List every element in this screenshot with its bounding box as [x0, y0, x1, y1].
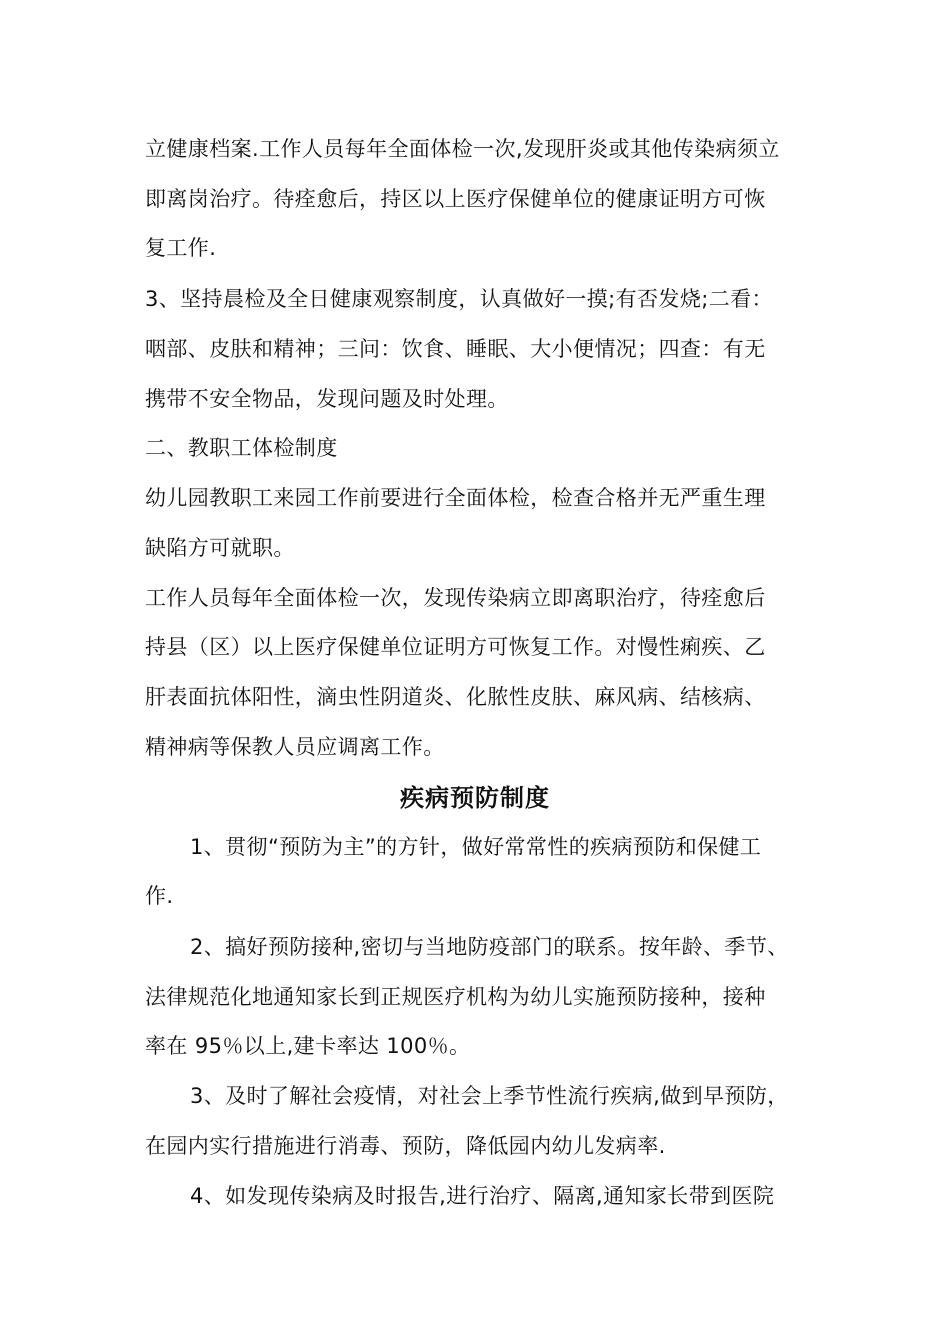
paragraph-line: 携带不安全物品，发现问题及时处理。: [145, 387, 509, 411]
paragraph-line: 持县（区）以上医疗保健单位证明方可恢复工作。对慢性痢疾、乙: [145, 635, 766, 659]
paragraph-line: 1、贯彻“预防为主”的方针，做好常常性的疾病预防和保健工: [190, 835, 762, 859]
paragraph-line: 立健康档案.工作人员每年全面体检一次,发现肝炎或其他传染病须立: [145, 137, 780, 161]
paragraph-line: 复工作.: [145, 236, 217, 260]
paragraph-line: 法律规范化地通知家长到正规医疗机构为幼儿实施预防接种，接种: [145, 985, 766, 1009]
paragraph-line: 作.: [145, 884, 174, 908]
paragraph-line: 工作人员每年全面体检一次，发现传染病立即离职治疗，待痊愈后: [145, 586, 766, 610]
section-heading: 二、教职工体检制度: [145, 436, 338, 460]
paragraph-line: 精神病等保教人员应调离工作。: [145, 735, 445, 759]
paragraph-line: 即离岗治疗。待痊愈后，持区以上医疗保健单位的健康证明方可恢: [145, 187, 766, 211]
section-title: 疾病预防制度: [400, 784, 550, 812]
paragraph-line: 率在 95％以上,建卡率达 100％。: [145, 1034, 471, 1058]
paragraph-line: 2、搞好预防接种,密切与当地防疫部门的联系。按年龄、季节、: [190, 935, 789, 959]
paragraph-line: 咽部、皮肤和精神；三问：饮食、睡眠、大小便情况；四查：有无: [145, 337, 766, 361]
paragraph-line: 4、如发现传染病及时报告,进行治疗、隔离,通知家长带到医院: [190, 1184, 775, 1208]
paragraph-line: 肝表面抗体阳性，滴虫性阴道炎、化脓性皮肤、麻风病、结核病、: [145, 685, 766, 709]
paragraph-line: 3、坚持晨检及全日健康观察制度，认真做好一摸;有否发烧;二看：: [145, 287, 773, 311]
paragraph-line: 幼儿园教职工来园工作前要进行全面体检，检查合格并无严重生理: [145, 486, 766, 510]
paragraph-line: 3、及时了解社会疫情，对社会上季节性流行疾病,做到早预防，: [190, 1084, 789, 1108]
paragraph-line: 在园内实行措施进行消毒、预防，降低园内幼儿发病率.: [145, 1134, 666, 1158]
paragraph-line: 缺陷方可就职。: [145, 536, 295, 560]
